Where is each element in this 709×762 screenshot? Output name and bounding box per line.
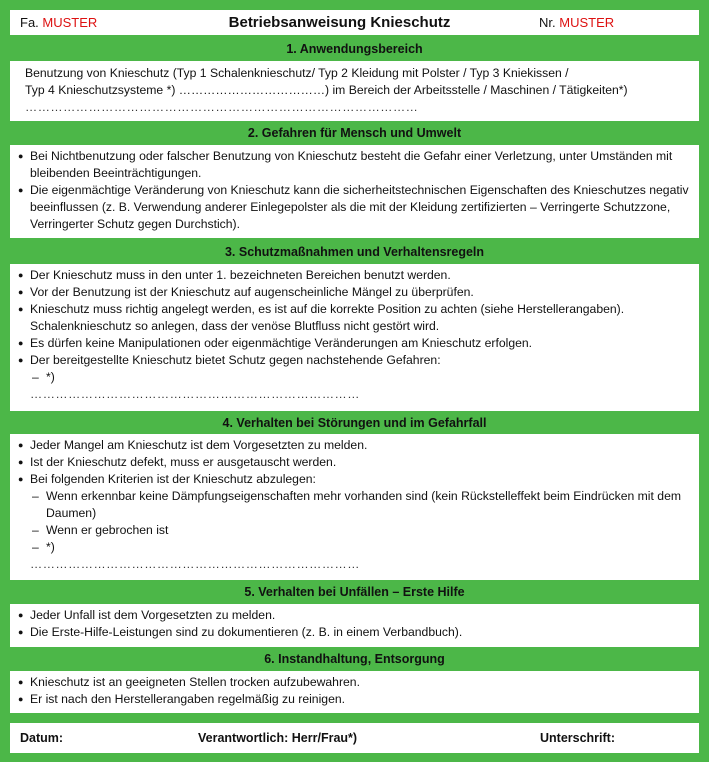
section-4-list xyxy=(10,434,699,488)
list-item: ● Knieschutz muss richtig angelegt werden, es ist auf die korrekte Position zu achten (siehe Herstellerangaben). Schalenknieschutz so anlegen, dass der venöse Blutfluss nicht gestört wird. xyxy=(18,301,691,335)
section-4-sublist xyxy=(10,488,699,556)
document-title: Betriebsanweisung Knieschutz xyxy=(228,14,451,31)
signature-footer xyxy=(10,723,699,753)
company-label: Fa. xyxy=(20,15,39,30)
list-item: ● Ist der Knieschutz defekt, muss er ausgetauscht werden. xyxy=(18,454,691,471)
list-item: ● Bei folgenden Kriterien ist der Knieschutz abzulegen: xyxy=(18,471,691,488)
sub-list-item: – *) xyxy=(32,369,699,386)
section-1-line-2: Typ 4 Knieschutzsysteme *) ………………………………) im Bereich der Arbeitsstelle / Maschinen / Tätigkeiten*) xyxy=(25,83,628,97)
list-item: ● Bei Nichtbenutzung oder falscher Benutzung von Knieschutz besteht die Gefahr einer Verletzung, unter Umständen mit bleibenden Beeinträchtigungen. xyxy=(18,148,691,182)
section-4-box xyxy=(10,434,699,580)
section-3-list xyxy=(10,264,699,369)
signature-field: Unterschrift: xyxy=(540,731,616,745)
sub-list-item: – Wenn erkennbar keine Dämpfungseigenschaften mehr vorhanden sind (kein Rückstelleffekt beim Eindrücken mit dem Daumen) xyxy=(32,488,691,522)
section-6-box xyxy=(10,671,699,713)
list-item: ● Jeder Unfall ist dem Vorgesetzten zu melden. xyxy=(18,607,691,624)
number-label: Nr. xyxy=(539,15,556,30)
list-item: ● Jeder Mangel am Knieschutz ist dem Vorgesetzten zu melden. xyxy=(18,437,691,454)
company-value: MUSTER xyxy=(42,15,98,30)
list-item: ● Es dürfen keine Manipulationen oder eigenmächtige Veränderungen am Knieschutz erfolgen. xyxy=(18,335,691,352)
section-1-dots: ………………………………………………………………………………… xyxy=(25,100,419,114)
list-item: ● Die eigenmächtige Veränderung von Knieschutz kann die sicherheitstechnischen Eigenschaften des Knieschutzes negativ beeinflussen (z. B. Verwendung anderer Einlegepolster als die mit der Kleidung zertifizierten – Verringerte Schutzzone, Verringerter Schutz gegen Durchstich). xyxy=(18,182,691,233)
responsible-field: Verantwortlich: Herr/Frau*) xyxy=(198,731,358,745)
list-item: ● Die Erste-Hilfe-Leistungen sind zu dokumentieren (z. B. in einem Verbandbuch). xyxy=(18,624,691,641)
sub-list-item: – *) xyxy=(32,539,691,556)
list-item: ● Knieschutz ist an geeigneten Stellen trocken aufzubewahren. xyxy=(18,674,691,691)
number-field xyxy=(509,15,689,30)
section-1-title: 1. Anwendungsbereich xyxy=(286,42,423,56)
section-3-title: 3. Schutzmaßnahmen und Verhaltensregeln xyxy=(224,245,485,259)
section-5-list xyxy=(10,604,699,641)
list-item: ● Der bereitgestellte Knieschutz bietet Schutz gegen nachstehende Gefahren: xyxy=(18,352,691,369)
list-item: ● Vor der Benutzung ist der Knieschutz auf augenscheinliche Mängel zu überprüfen. xyxy=(18,284,691,301)
document-header xyxy=(10,10,699,35)
sub-list-item: – Wenn er gebrochen ist xyxy=(32,522,691,539)
section-2-list xyxy=(10,145,699,233)
section-4-title: 4. Verhalten bei Störungen und im Gefahrfall xyxy=(222,416,487,430)
section-1-line-1: Benutzung von Knieschutz (Typ 1 Schalenknieschutz/ Typ 2 Kleidung mit Polster / Typ 3 Kniekissen / xyxy=(25,66,569,80)
list-item: ● Er ist nach den Herstellerangaben regelmäßig zu reinigen. xyxy=(18,691,691,708)
section-2-title: 2. Gefahren für Mensch und Umwelt xyxy=(247,126,462,140)
section-3-dots: …………………………………………………………………… xyxy=(30,387,360,401)
section-4-dots: …………………………………………………………………… xyxy=(30,557,360,571)
section-2-box xyxy=(10,145,699,238)
section-5-title: 5. Verhalten bei Unfällen – Erste Hilfe xyxy=(244,585,465,599)
number-value: MUSTER xyxy=(559,15,615,30)
section-5-box xyxy=(10,604,699,647)
section-3-sublist xyxy=(10,369,699,386)
company-field xyxy=(20,15,170,30)
section-6-list xyxy=(10,671,699,708)
list-item: ● Der Knieschutz muss in den unter 1. bezeichneten Bereichen benutzt werden. xyxy=(18,267,691,284)
section-6-title: 6. Instandhaltung, Entsorgung xyxy=(264,652,445,666)
section-3-box xyxy=(10,264,699,411)
date-field: Datum: xyxy=(20,731,64,745)
section-1-box xyxy=(10,61,699,121)
